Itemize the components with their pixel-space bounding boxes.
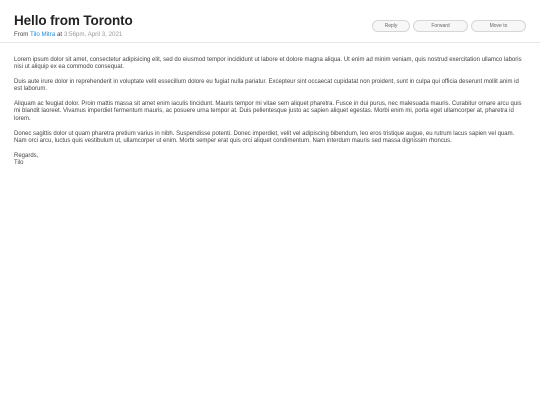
body-paragraph: Aliquam ac feugiat dolor. Proin mattis massa sit amet enim iaculis tincidunt. Mauris tempor mi vitae sem aliquet pharetra. Fusce in dui purus, nec malesuada mauris. Curabitur ornare arcu quis mi blandit laoreet. Vivamus imperdiet fermentum mauris, ac posuere urna tempor at. Duis pellentesque justo ac sapien aliquet egestas. Morbi enim mi, porta eget ullamcorper at, pharetra id lorem. (14, 101, 522, 122)
body-paragraph: Donec sagittis dolor ut quam pharetra pretium varius in nibh. Suspendisse potenti. Donec imperdiet, velit vel adipiscing bibendum, leo eros tristique augue, eu rutrum lacus sapien vel quam. Nam orci arcu, luctus quis vestibulum ut, ullamcorper ut enim. Morbi semper erat quis orci aliquet condimentum. Nam interdum mauris sed massa dignissim rhoncus. (14, 130, 515, 144)
email-signoff (14, 153, 526, 168)
meta-at: at (55, 31, 64, 38)
signoff-name: Tilo (14, 159, 24, 166)
move-to-button[interactable]: Move to (471, 20, 526, 32)
email-body (0, 43, 540, 167)
reply-button[interactable]: Reply (372, 20, 410, 32)
sender-link[interactable]: Tilo Mitra (30, 31, 56, 38)
meta-from-prefix: From (14, 31, 31, 38)
email-subject: Hello from Toronto (14, 13, 133, 28)
signoff-closing: Regards, (14, 152, 39, 159)
email-header (0, 0, 540, 43)
body-paragraph: Duis aute irure dolor in reprehenderit in voluptate velit essecillum dolore eu fugiat nulla pariatur. Excepteur sint occaecat cupidatat non proident, sunt in culpa qui officia deserunt mollit anim id est laborum. (14, 79, 519, 93)
forward-button[interactable]: Forward (413, 20, 468, 32)
body-paragraph: Lorem ipsum dolor sit amet, consectetur adipisicing elit, sed do eiusmod tempor incididunt ut labore et dolore magna aliqua. Ut enim ad minim veniam, quis nostrud exercitation ullamco laboris nisi ut aliquip ex ea commodo consequat. (14, 57, 522, 71)
email-date: 3:56pm, April 3, 2021 (63, 31, 123, 38)
email-controls (372, 20, 526, 32)
